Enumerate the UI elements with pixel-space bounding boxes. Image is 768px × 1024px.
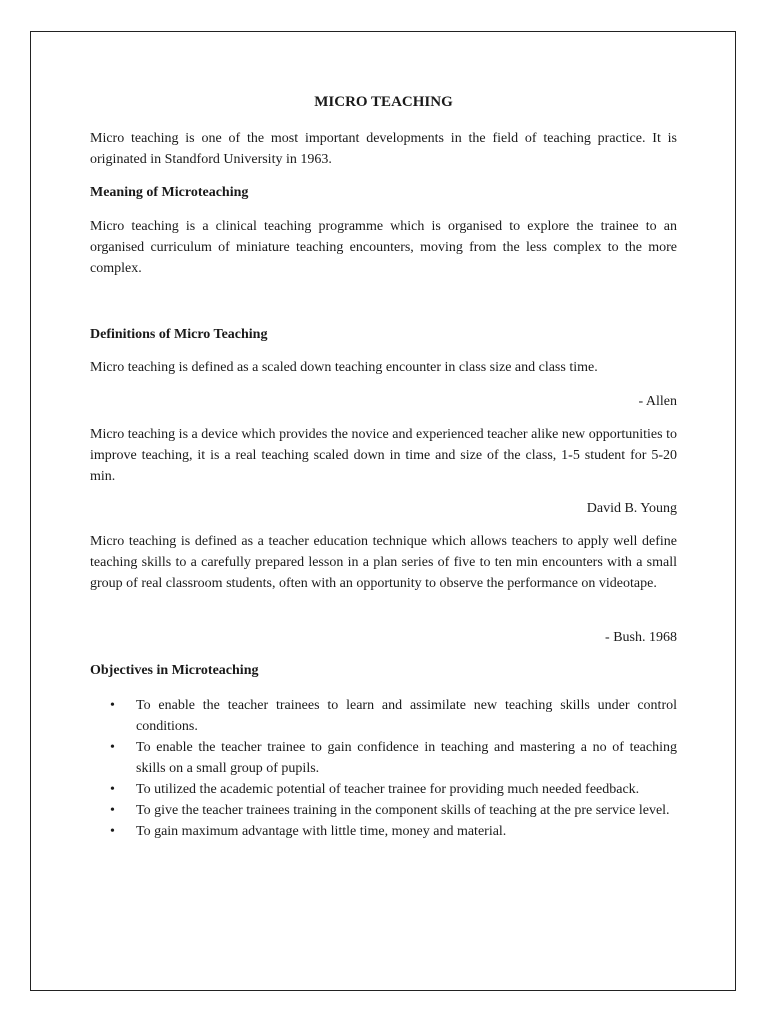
bullet-icon: • bbox=[110, 740, 115, 755]
intro-paragraph: Micro teaching is one of the most important developments in the field of teaching practice. It is originated in Standford University in 1963. bbox=[90, 131, 677, 167]
list-item bbox=[90, 737, 677, 779]
definition-young: Micro teaching is a device which provides the novice and experienced teacher alike new opportunities to improve teaching, it is a real teaching scaled down in time and size of the class, 1-5 student for 5-20 min. bbox=[90, 427, 677, 484]
objectives-list bbox=[90, 695, 677, 842]
meaning-heading: Meaning of Microteaching bbox=[90, 185, 249, 200]
definition-allen: Micro teaching is defined as a scaled down teaching encounter in class size and class time. bbox=[90, 360, 598, 375]
list-item bbox=[90, 821, 677, 842]
definition-bush: Micro teaching is defined as a teacher education technique which allows teachers to apply well define teaching skills to a carefully prepared lesson in a plan series of five to ten min encounters with a small group of real classroom students, often with an opportunity to observe the performance on videotape. bbox=[90, 534, 677, 591]
objective-text: To gain maximum advantage with little time, money and material. bbox=[136, 824, 507, 839]
objectives-heading: Objectives in Microteaching bbox=[90, 663, 259, 678]
document-title: MICRO TEACHING bbox=[314, 94, 453, 110]
objective-text: To enable the teacher trainees to learn and assimilate new teaching skills under control conditions. bbox=[136, 698, 677, 734]
attribution-allen: - Allen bbox=[638, 394, 677, 409]
meaning-paragraph: Micro teaching is a clinical teaching programme which is organised to explore the trainee to an organised curriculum of miniature teaching encounters, moving from the less complex to the more complex. bbox=[90, 219, 677, 276]
objective-text: To give the teacher trainees training in the component skills of teaching at the pre service level. bbox=[136, 803, 670, 818]
objective-text: To utilized the academic potential of teacher trainee for providing much needed feedback. bbox=[136, 782, 640, 797]
attribution-young: David B. Young bbox=[586, 501, 677, 516]
bullet-icon: • bbox=[110, 803, 115, 818]
bullet-icon: • bbox=[110, 698, 115, 713]
list-item bbox=[90, 800, 677, 821]
list-item bbox=[90, 695, 677, 737]
bullet-icon: • bbox=[110, 824, 115, 839]
list-item bbox=[90, 779, 677, 800]
definitions-heading: Definitions of Micro Teaching bbox=[90, 327, 268, 342]
attribution-bush: - Bush. 1968 bbox=[605, 630, 677, 645]
objective-text: To enable the teacher trainee to gain confidence in teaching and mastering a no of teaching skills on a small group of pupils. bbox=[136, 740, 677, 776]
bullet-icon: • bbox=[110, 782, 115, 797]
